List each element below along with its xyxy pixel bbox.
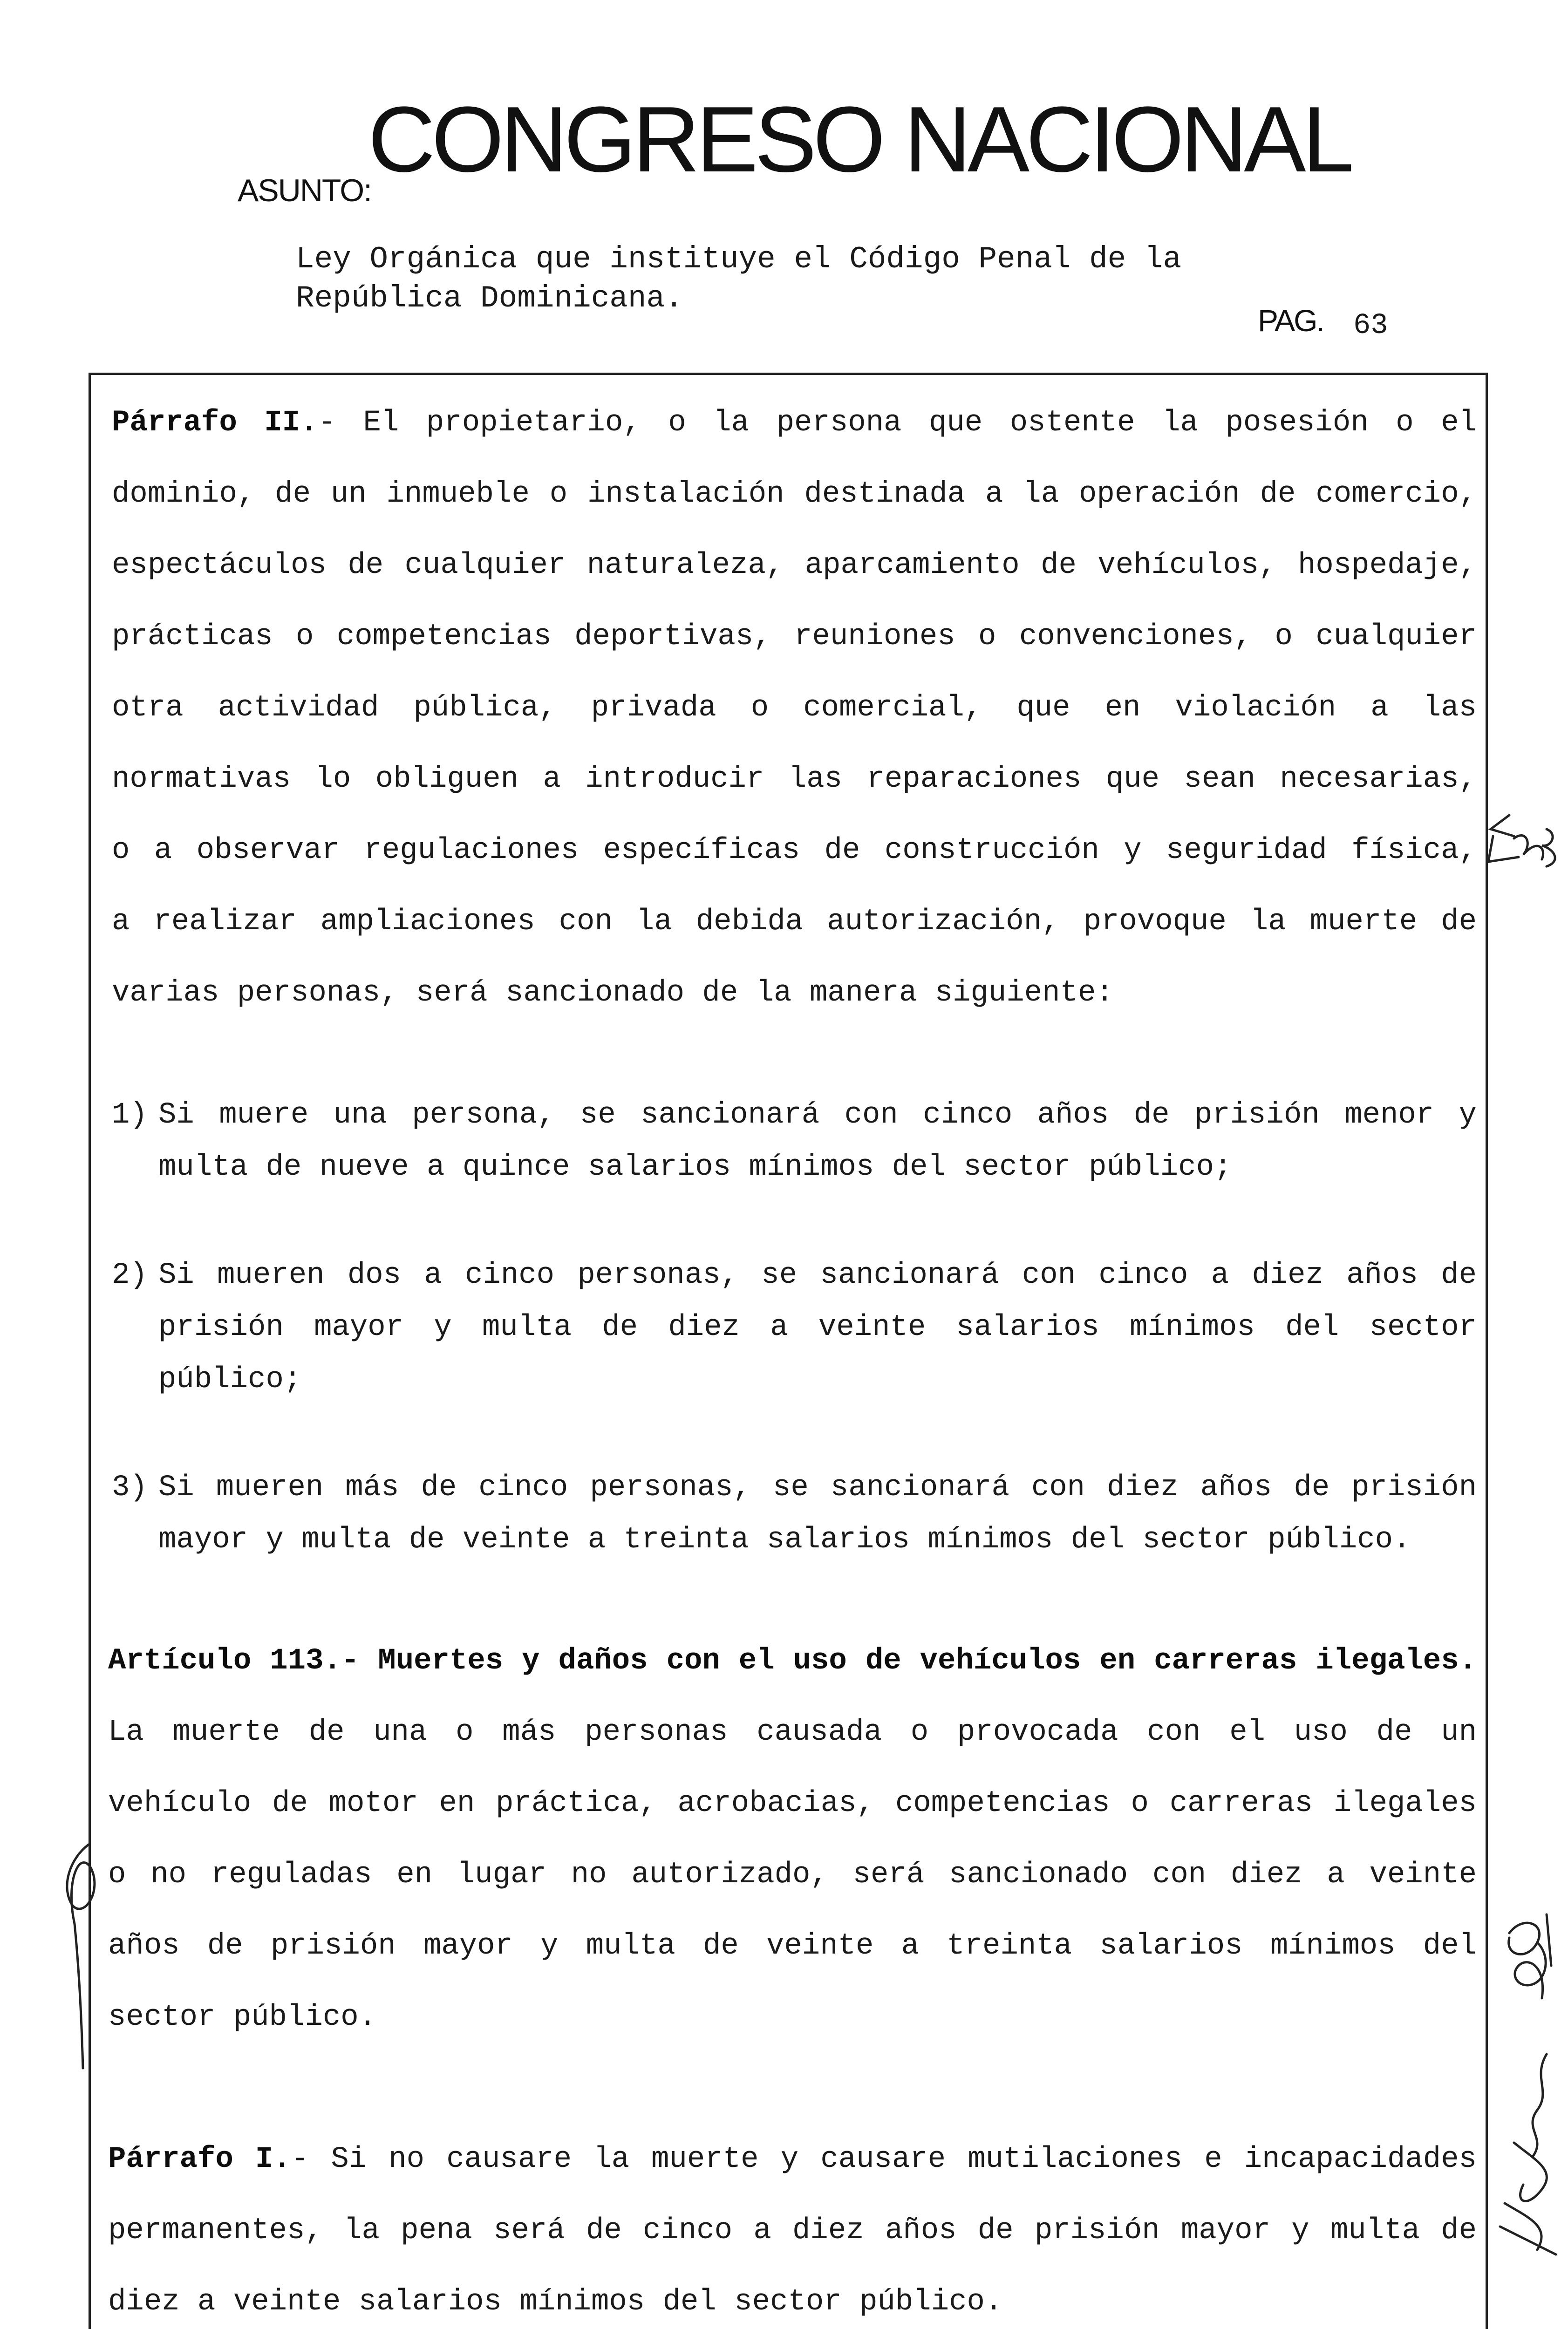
paragraph-line	[108, 2143, 1477, 2176]
asunto-label: ASUNTO:	[238, 173, 372, 208]
paragraph-line: permanentes, la pena será de cinco a diez años de prisión mayor y multa de	[108, 2214, 1477, 2247]
paragraph-lead: Párrafo I.	[108, 2143, 291, 2176]
list-line: prisión mayor y multa de diez a veinte salarios mínimos del sector	[158, 1311, 1477, 1344]
content-frame	[89, 373, 1488, 2329]
handwritten-signature	[1486, 2050, 1565, 2259]
article-heading: Artículo 113.- Muertes y daños con el uso de vehículos en carreras ilegales.	[108, 1644, 1477, 1678]
list-line: Si mueren más de cinco personas, se sancionará con diez años de prisión	[158, 1471, 1477, 1505]
article-line: La muerte de una o más personas causada o provocada con el uso de un	[108, 1716, 1477, 1749]
paragraph-line: o a observar regulaciones específicas de construcción y seguridad física,	[112, 834, 1477, 867]
article-line: vehículo de motor en práctica, acrobacias, competencias o carreras ilegales	[108, 1787, 1477, 1820]
article-line: o no reguladas en lugar no autorizado, será sancionado con diez a veinte	[108, 1858, 1477, 1892]
paragraph-line: a realizar ampliaciones con la debida autorización, provoque la muerte de	[112, 905, 1477, 939]
subject-line: República Dominicana.	[296, 281, 683, 316]
list-line: mayor y multa de veinte a treinta salarios mínimos del sector público.	[158, 1523, 1411, 1557]
list-line: Si muere una persona, se sancionará con cinco años de prisión menor y	[158, 1098, 1477, 1132]
line-text: - Si no causare la muerte y causare mutilaciones e incapacidades	[291, 2143, 1477, 2176]
subject-line: Ley Orgánica que instituye el Código Penal de la	[296, 242, 1182, 277]
paragraph-line: espectáculos de cualquier naturaleza, aparcamiento de vehículos, hospedaje,	[112, 549, 1477, 582]
header-title: CONGRESO NACIONAL	[368, 88, 1350, 191]
list-line: público;	[158, 1363, 302, 1396]
article-line: años de prisión mayor y multa de veinte a treinta salarios mínimos del	[108, 1929, 1477, 1963]
article-line: sector público.	[108, 2001, 377, 2034]
page-number: 63	[1353, 309, 1388, 342]
handwritten-initials	[1491, 1905, 1565, 2012]
line-text: - El propietario, o la persona que ostente la posesión o el	[318, 406, 1477, 440]
handwritten-initials	[1481, 810, 1565, 876]
paragraph-line: dominio, de un inmueble o instalación destinada a la operación de comercio,	[112, 477, 1477, 511]
list-line: multa de nueve a quince salarios mínimos del sector público;	[158, 1151, 1232, 1184]
page-label: PAG.	[1258, 303, 1323, 338]
paragraph-line: otra actividad pública, privada o comercial, que en violación a las	[112, 691, 1477, 725]
list-number: 1)	[112, 1098, 148, 1132]
paragraph-lead: Párrafo II.	[112, 406, 318, 440]
list-number: 2)	[112, 1259, 148, 1292]
subject-text	[296, 240, 1181, 318]
paragraph-line: varias personas, será sancionado de la manera siguiente:	[112, 976, 1114, 1010]
handwritten-signature	[47, 1817, 112, 2077]
list-line: Si mueren dos a cinco personas, se sancionará con cinco a diez años de	[158, 1259, 1477, 1292]
list-number: 3)	[112, 1471, 148, 1505]
paragraph-line: diez a veinte salarios mínimos del sector público.	[108, 2285, 1003, 2319]
paragraph-line	[112, 406, 1477, 440]
paragraph-line: prácticas o competencias deportivas, reuniones o convenciones, o cualquier	[112, 620, 1477, 654]
paragraph-line: normativas lo obliguen a introducir las reparaciones que sean necesarias,	[112, 763, 1477, 796]
